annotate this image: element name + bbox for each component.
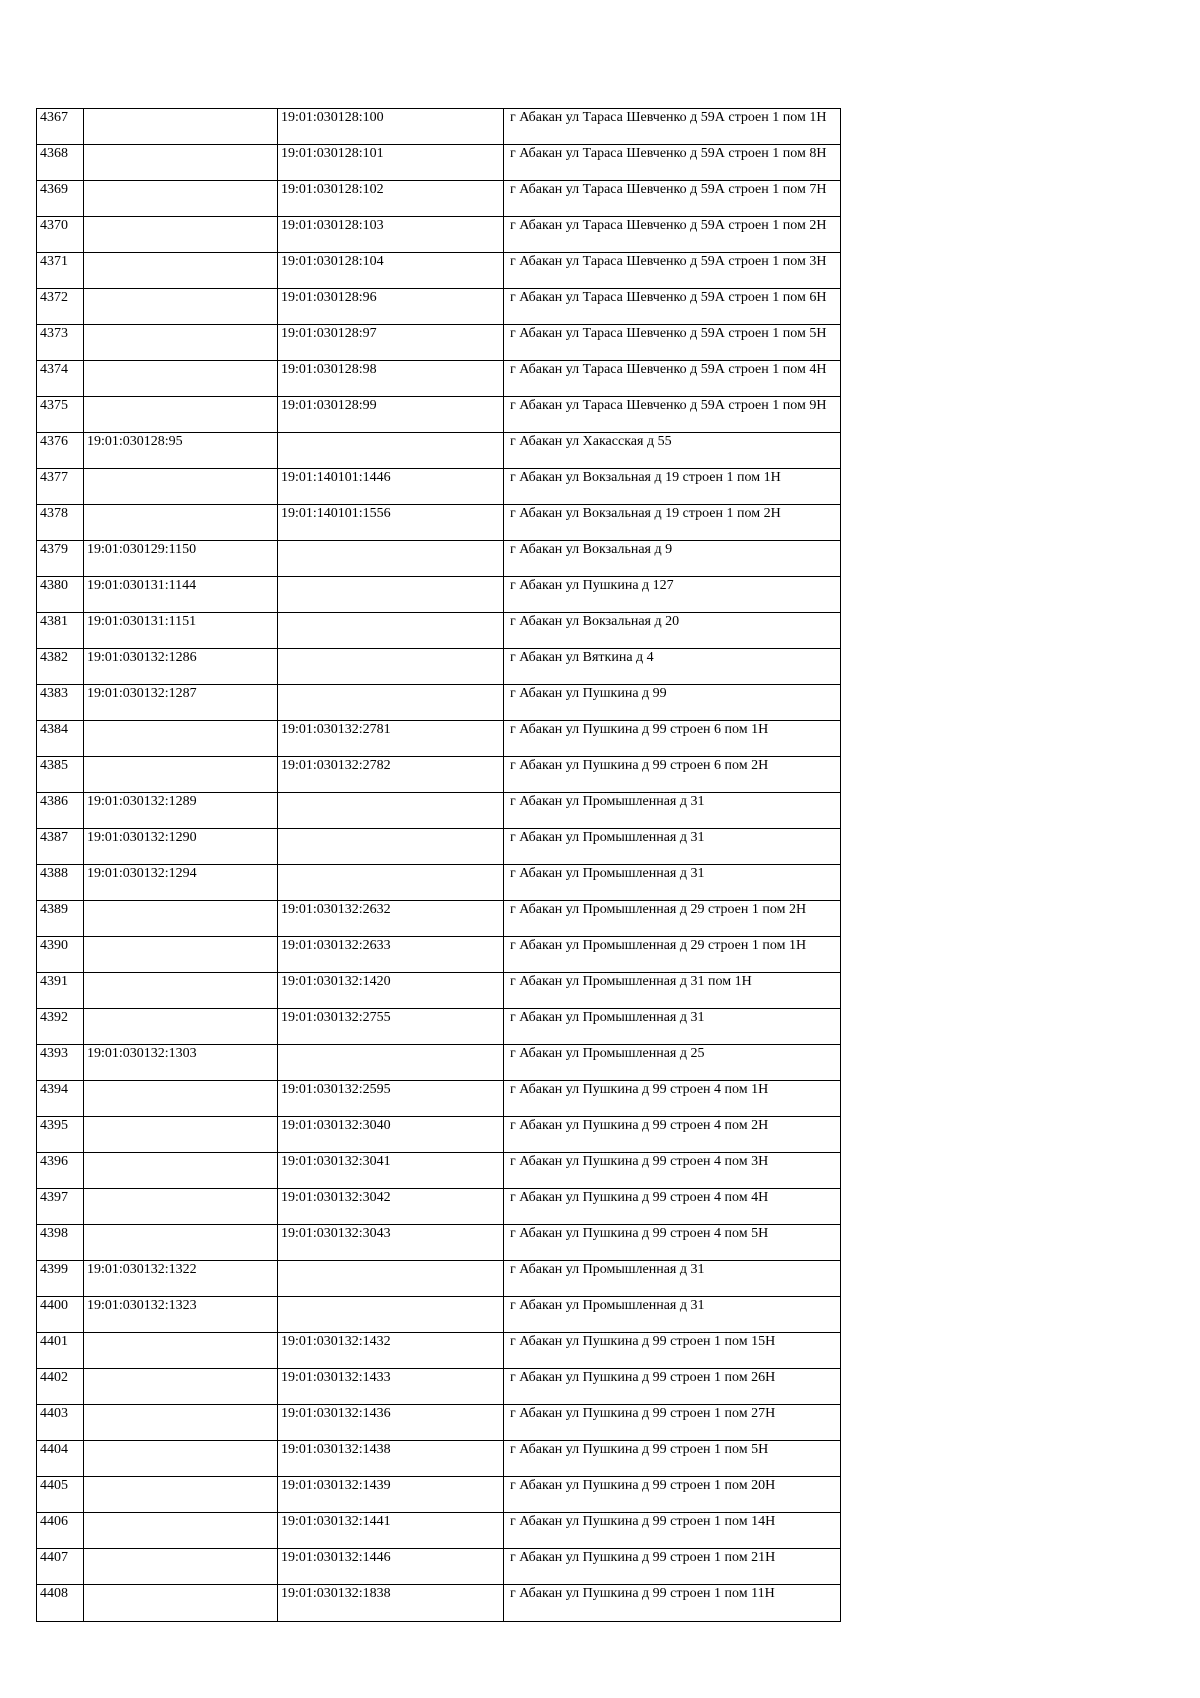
building-cadastral-cell: 19:01:030132:1323: [84, 1297, 278, 1333]
building-cadastral-cell: 19:01:030128:95: [84, 433, 278, 469]
building-cadastral-cell: [84, 1585, 278, 1622]
premises-cadastral-cell: 19:01:140101:1556: [278, 505, 504, 541]
address-cell: г Абакан ул Пушкина д 99 строен 1 пом 14Н: [504, 1513, 841, 1549]
premises-cadastral-cell: 19:01:030132:2595: [278, 1081, 504, 1117]
premises-cadastral-cell: 19:01:030132:1438: [278, 1441, 504, 1477]
premises-cadastral-cell: [278, 1261, 504, 1297]
table-row: [37, 1117, 841, 1153]
address-cell: г Абакан ул Вокзальная д 19 строен 1 пом 1Н: [504, 469, 841, 505]
address-cell: г Абакан ул Тараса Шевченко д 59А строен 1 пом 9Н: [504, 397, 841, 433]
row-number-cell: 4391: [37, 973, 84, 1009]
building-cadastral-cell: [84, 1009, 278, 1045]
table-row: [37, 937, 841, 973]
address-cell: г Абакан ул Пушкина д 127: [504, 577, 841, 613]
table-row: [37, 1045, 841, 1081]
building-cadastral-cell: [84, 1549, 278, 1585]
address-cell: г Абакан ул Тараса Шевченко д 59А строен 1 пом 2Н: [504, 217, 841, 253]
table-row: [37, 1369, 841, 1405]
address-cell: г Абакан ул Пушкина д 99 строен 4 пом 5Н: [504, 1225, 841, 1261]
premises-cadastral-cell: 19:01:030132:1436: [278, 1405, 504, 1441]
building-cadastral-cell: [84, 397, 278, 433]
address-cell: г Абакан ул Промышленная д 31: [504, 1009, 841, 1045]
address-cell: г Абакан ул Пушкина д 99 строен 6 пом 1Н: [504, 721, 841, 757]
building-cadastral-cell: 19:01:030131:1151: [84, 613, 278, 649]
table-row: [37, 649, 841, 685]
table-row: [37, 829, 841, 865]
table-row: [37, 145, 841, 181]
premises-cadastral-cell: 19:01:030132:3042: [278, 1189, 504, 1225]
table-row: [37, 1513, 841, 1549]
table-row: [37, 1297, 841, 1333]
building-cadastral-cell: [84, 1081, 278, 1117]
premises-cadastral-cell: [278, 793, 504, 829]
premises-cadastral-cell: 19:01:030132:3041: [278, 1153, 504, 1189]
building-cadastral-cell: [84, 325, 278, 361]
table-row: [37, 865, 841, 901]
table-row: [37, 505, 841, 541]
row-number-cell: 4382: [37, 649, 84, 685]
row-number-cell: 4389: [37, 901, 84, 937]
table-row: [37, 757, 841, 793]
table-row: [37, 253, 841, 289]
table-row: [37, 1477, 841, 1513]
table-row: [37, 1009, 841, 1045]
table-row: [37, 397, 841, 433]
table-row: [37, 613, 841, 649]
row-number-cell: 4408: [37, 1585, 84, 1622]
address-cell: г Абакан ул Пушкина д 99 строен 1 пом 20Н: [504, 1477, 841, 1513]
premises-cadastral-cell: 19:01:030132:2755: [278, 1009, 504, 1045]
building-cadastral-cell: 19:01:030132:1294: [84, 865, 278, 901]
premises-cadastral-cell: 19:01:030132:3043: [278, 1225, 504, 1261]
row-number-cell: 4400: [37, 1297, 84, 1333]
address-cell: г Абакан ул Промышленная д 29 строен 1 пом 1Н: [504, 937, 841, 973]
address-cell: г Абакан ул Вокзальная д 9: [504, 541, 841, 577]
building-cadastral-cell: [84, 253, 278, 289]
premises-cadastral-cell: [278, 1297, 504, 1333]
row-number-cell: 4396: [37, 1153, 84, 1189]
premises-cadastral-cell: 19:01:030132:1420: [278, 973, 504, 1009]
row-number-cell: 4405: [37, 1477, 84, 1513]
premises-cadastral-cell: 19:01:030128:98: [278, 361, 504, 397]
address-cell: г Абакан ул Тараса Шевченко д 59А строен 1 пом 1Н: [504, 109, 841, 145]
row-number-cell: 4381: [37, 613, 84, 649]
building-cadastral-cell: 19:01:030132:1322: [84, 1261, 278, 1297]
row-number-cell: 4370: [37, 217, 84, 253]
row-number-cell: 4394: [37, 1081, 84, 1117]
row-number-cell: 4387: [37, 829, 84, 865]
table-row: [37, 793, 841, 829]
building-cadastral-cell: 19:01:030132:1290: [84, 829, 278, 865]
row-number-cell: 4386: [37, 793, 84, 829]
building-cadastral-cell: [84, 757, 278, 793]
premises-cadastral-cell: 19:01:030128:101: [278, 145, 504, 181]
address-cell: г Абакан ул Хакасская д 55: [504, 433, 841, 469]
premises-cadastral-cell: [278, 433, 504, 469]
registry-table-body: [37, 109, 841, 1622]
document-page: [36, 108, 840, 1622]
address-cell: г Абакан ул Пушкина д 99 строен 4 пом 4Н: [504, 1189, 841, 1225]
row-number-cell: 4380: [37, 577, 84, 613]
address-cell: г Абакан ул Промышленная д 25: [504, 1045, 841, 1081]
address-cell: г Абакан ул Пушкина д 99 строен 4 пом 3Н: [504, 1153, 841, 1189]
building-cadastral-cell: [84, 721, 278, 757]
address-cell: г Абакан ул Промышленная д 31: [504, 865, 841, 901]
table-row: [37, 1333, 841, 1369]
row-number-cell: 4385: [37, 757, 84, 793]
table-row: [37, 361, 841, 397]
building-cadastral-cell: [84, 1513, 278, 1549]
address-cell: г Абакан ул Вяткина д 4: [504, 649, 841, 685]
row-number-cell: 4372: [37, 289, 84, 325]
table-row: [37, 973, 841, 1009]
building-cadastral-cell: 19:01:030132:1286: [84, 649, 278, 685]
building-cadastral-cell: [84, 289, 278, 325]
premises-cadastral-cell: 19:01:030132:2781: [278, 721, 504, 757]
row-number-cell: 4378: [37, 505, 84, 541]
row-number-cell: 4373: [37, 325, 84, 361]
premises-cadastral-cell: [278, 1045, 504, 1081]
address-cell: г Абакан ул Пушкина д 99 строен 4 пом 1Н: [504, 1081, 841, 1117]
address-cell: г Абакан ул Пушкина д 99 строен 1 пом 5Н: [504, 1441, 841, 1477]
registry-table: [36, 108, 841, 1622]
table-row: [37, 433, 841, 469]
row-number-cell: 4388: [37, 865, 84, 901]
address-cell: г Абакан ул Пушкина д 99 строен 1 пом 26Н: [504, 1369, 841, 1405]
building-cadastral-cell: [84, 1369, 278, 1405]
premises-cadastral-cell: 19:01:030128:100: [278, 109, 504, 145]
premises-cadastral-cell: 19:01:030132:1441: [278, 1513, 504, 1549]
row-number-cell: 4374: [37, 361, 84, 397]
premises-cadastral-cell: [278, 541, 504, 577]
building-cadastral-cell: [84, 145, 278, 181]
table-row: [37, 577, 841, 613]
row-number-cell: 4375: [37, 397, 84, 433]
row-number-cell: 4384: [37, 721, 84, 757]
building-cadastral-cell: [84, 469, 278, 505]
table-row: [37, 181, 841, 217]
building-cadastral-cell: [84, 1405, 278, 1441]
table-row: [37, 1441, 841, 1477]
premises-cadastral-cell: 19:01:030132:1446: [278, 1549, 504, 1585]
address-cell: г Абакан ул Промышленная д 29 строен 1 пом 2Н: [504, 901, 841, 937]
table-row: [37, 217, 841, 253]
row-number-cell: 4371: [37, 253, 84, 289]
address-cell: г Абакан ул Тараса Шевченко д 59А строен 1 пом 4Н: [504, 361, 841, 397]
building-cadastral-cell: [84, 1477, 278, 1513]
premises-cadastral-cell: 19:01:030128:104: [278, 253, 504, 289]
premises-cadastral-cell: 19:01:030128:102: [278, 181, 504, 217]
address-cell: г Абакан ул Промышленная д 31: [504, 829, 841, 865]
premises-cadastral-cell: [278, 649, 504, 685]
table-row: [37, 685, 841, 721]
building-cadastral-cell: [84, 109, 278, 145]
table-row: [37, 901, 841, 937]
row-number-cell: 4368: [37, 145, 84, 181]
row-number-cell: 4398: [37, 1225, 84, 1261]
table-row: [37, 1153, 841, 1189]
building-cadastral-cell: [84, 1117, 278, 1153]
address-cell: г Абакан ул Тараса Шевченко д 59А строен 1 пом 3Н: [504, 253, 841, 289]
address-cell: г Абакан ул Пушкина д 99 строен 1 пом 15Н: [504, 1333, 841, 1369]
address-cell: г Абакан ул Промышленная д 31: [504, 1297, 841, 1333]
table-row: [37, 1261, 841, 1297]
building-cadastral-cell: 19:01:030132:1303: [84, 1045, 278, 1081]
premises-cadastral-cell: 19:01:140101:1446: [278, 469, 504, 505]
building-cadastral-cell: [84, 1333, 278, 1369]
building-cadastral-cell: [84, 505, 278, 541]
row-number-cell: 4395: [37, 1117, 84, 1153]
table-row: [37, 469, 841, 505]
building-cadastral-cell: [84, 361, 278, 397]
row-number-cell: 4369: [37, 181, 84, 217]
address-cell: г Абакан ул Тараса Шевченко д 59А строен 1 пом 6Н: [504, 289, 841, 325]
address-cell: г Абакан ул Промышленная д 31: [504, 793, 841, 829]
building-cadastral-cell: 19:01:030131:1144: [84, 577, 278, 613]
building-cadastral-cell: [84, 217, 278, 253]
building-cadastral-cell: [84, 1441, 278, 1477]
row-number-cell: 4401: [37, 1333, 84, 1369]
table-row: [37, 1225, 841, 1261]
row-number-cell: 4379: [37, 541, 84, 577]
row-number-cell: 4402: [37, 1369, 84, 1405]
premises-cadastral-cell: [278, 865, 504, 901]
address-cell: г Абакан ул Пушкина д 99 строен 1 пом 21Н: [504, 1549, 841, 1585]
table-row: [37, 325, 841, 361]
table-row: [37, 1405, 841, 1441]
address-cell: г Абакан ул Тараса Шевченко д 59А строен 1 пом 7Н: [504, 181, 841, 217]
table-row: [37, 1081, 841, 1117]
row-number-cell: 4393: [37, 1045, 84, 1081]
building-cadastral-cell: [84, 937, 278, 973]
building-cadastral-cell: [84, 1153, 278, 1189]
address-cell: г Абакан ул Пушкина д 99 строен 1 пом 11Н: [504, 1585, 841, 1622]
premises-cadastral-cell: 19:01:030128:99: [278, 397, 504, 433]
row-number-cell: 4407: [37, 1549, 84, 1585]
table-row: [37, 1585, 841, 1622]
premises-cadastral-cell: [278, 829, 504, 865]
table-row: [37, 109, 841, 145]
building-cadastral-cell: [84, 1189, 278, 1225]
row-number-cell: 4397: [37, 1189, 84, 1225]
premises-cadastral-cell: [278, 577, 504, 613]
table-row: [37, 541, 841, 577]
row-number-cell: 4377: [37, 469, 84, 505]
address-cell: г Абакан ул Тараса Шевченко д 59А строен 1 пом 8Н: [504, 145, 841, 181]
address-cell: г Абакан ул Тараса Шевченко д 59А строен 1 пом 5Н: [504, 325, 841, 361]
row-number-cell: 4406: [37, 1513, 84, 1549]
row-number-cell: 4403: [37, 1405, 84, 1441]
premises-cadastral-cell: 19:01:030128:96: [278, 289, 504, 325]
row-number-cell: 4404: [37, 1441, 84, 1477]
address-cell: г Абакан ул Пушкина д 99 строен 1 пом 27Н: [504, 1405, 841, 1441]
premises-cadastral-cell: 19:01:030132:1432: [278, 1333, 504, 1369]
row-number-cell: 4390: [37, 937, 84, 973]
address-cell: г Абакан ул Пушкина д 99 строен 4 пом 2Н: [504, 1117, 841, 1153]
table-row: [37, 1549, 841, 1585]
building-cadastral-cell: [84, 181, 278, 217]
address-cell: г Абакан ул Пушкина д 99 строен 6 пом 2Н: [504, 757, 841, 793]
address-cell: г Абакан ул Промышленная д 31: [504, 1261, 841, 1297]
building-cadastral-cell: 19:01:030132:1289: [84, 793, 278, 829]
row-number-cell: 4367: [37, 109, 84, 145]
row-number-cell: 4392: [37, 1009, 84, 1045]
row-number-cell: 4399: [37, 1261, 84, 1297]
table-row: [37, 289, 841, 325]
premises-cadastral-cell: 19:01:030132:1439: [278, 1477, 504, 1513]
building-cadastral-cell: [84, 1225, 278, 1261]
premises-cadastral-cell: [278, 613, 504, 649]
premises-cadastral-cell: 19:01:030128:103: [278, 217, 504, 253]
table-row: [37, 721, 841, 757]
premises-cadastral-cell: 19:01:030132:2633: [278, 937, 504, 973]
premises-cadastral-cell: 19:01:030128:97: [278, 325, 504, 361]
premises-cadastral-cell: 19:01:030132:1433: [278, 1369, 504, 1405]
building-cadastral-cell: 19:01:030132:1287: [84, 685, 278, 721]
address-cell: г Абакан ул Вокзальная д 20: [504, 613, 841, 649]
premises-cadastral-cell: [278, 685, 504, 721]
table-row: [37, 1189, 841, 1225]
building-cadastral-cell: 19:01:030129:1150: [84, 541, 278, 577]
row-number-cell: 4376: [37, 433, 84, 469]
building-cadastral-cell: [84, 901, 278, 937]
row-number-cell: 4383: [37, 685, 84, 721]
premises-cadastral-cell: 19:01:030132:2782: [278, 757, 504, 793]
premises-cadastral-cell: 19:01:030132:1838: [278, 1585, 504, 1622]
address-cell: г Абакан ул Пушкина д 99: [504, 685, 841, 721]
building-cadastral-cell: [84, 973, 278, 1009]
address-cell: г Абакан ул Вокзальная д 19 строен 1 пом 2Н: [504, 505, 841, 541]
premises-cadastral-cell: 19:01:030132:3040: [278, 1117, 504, 1153]
premises-cadastral-cell: 19:01:030132:2632: [278, 901, 504, 937]
address-cell: г Абакан ул Промышленная д 31 пом 1Н: [504, 973, 841, 1009]
